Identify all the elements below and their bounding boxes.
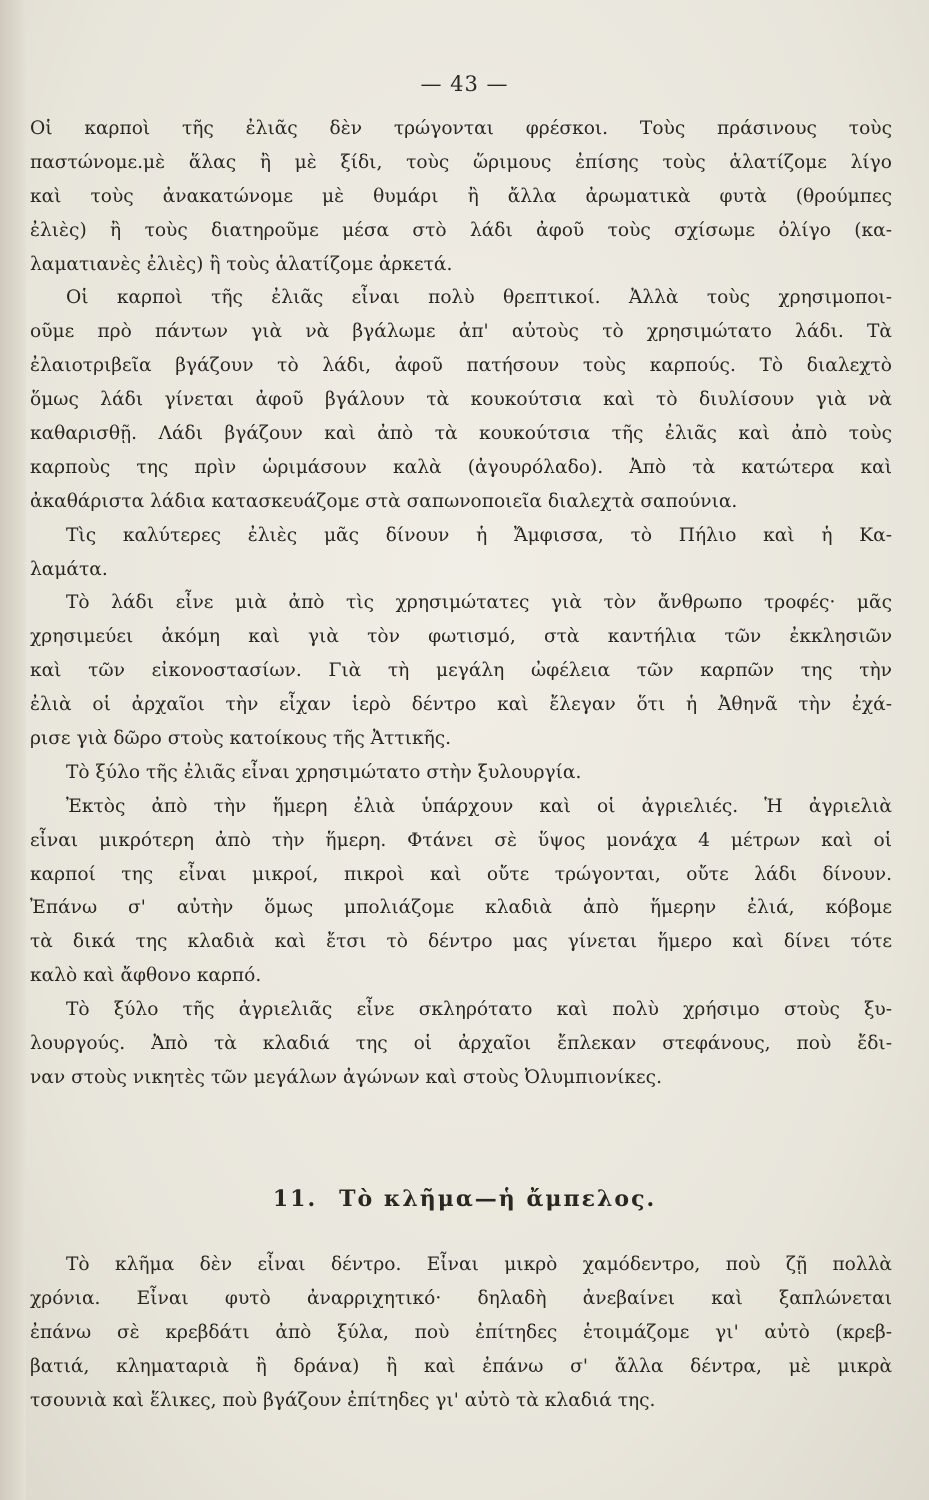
text-line: καλὸ καὶ ἄφθονο καρπό. <box>30 965 262 987</box>
page-number: — 43 — <box>420 72 509 96</box>
text-line: βατιά, κληματαριὰ ἢ δράνα) ἢ καὶ ἐπάνω σ' ἄλλα δέντρα, μὲ μικρὰ <box>30 1355 892 1377</box>
section-number: 11. <box>272 1186 318 1212</box>
page-left-edge <box>0 0 26 1500</box>
text-line: τὰ δικά της κλαδιὰ καὶ ἔτσι τὸ δέντρο μας γίνεται ἥμερο καὶ δίνει τότε <box>30 931 892 953</box>
text-line: ρισε γιὰ δῶρο στοὺς κατοίκους τῆς Ἀττικῆς. <box>30 728 452 750</box>
text-line: τσουνιὰ καὶ ἕλικες, ποὺ βγάζουν ἐπίτηδες γι' αὐτὸ τὰ κλαδιά της. <box>30 1389 656 1411</box>
text-line: ἐλιὲς) ἢ τοὺς διατηροῦμε μέσα στὸ λάδι ἀφοῦ τοὺς σχίσωμε ὀλίγο (κα- <box>30 219 892 241</box>
text-line: παστώνομε.μὲ ἅλας ἢ μὲ ξίδι, τοὺς ὥριμους ἐπίσης τοὺς ἁλατίζομε λίγο <box>30 151 892 173</box>
text-line: ἐλαιοτριβεῖα βγάζουν τὸ λάδι, ἀφοῦ πατήσουν τοὺς καρπούς. Τὸ διαλεχτὸ <box>30 355 892 377</box>
text-line: Τὸ λάδι εἶνε μιὰ ἀπὸ τὶς χρησιμώτατες γιὰ τὸν ἄνθρωπο τροφές· μᾶς <box>66 592 892 614</box>
text-line: Οἱ καρποὶ τῆς ἐλιᾶς εἶναι πολὺ θρεπτικοί. Ἀλλὰ τοὺς χρησιμοποι- <box>66 287 892 309</box>
text-line: λαματιανὲς ἐλιὲς) ἢ τοὺς ἁλατίζομε ἀρκετά. <box>30 253 453 275</box>
text-line: Ἐκτὸς ἀπὸ τὴν ἥμερη ἐλιὰ ὑπάρχουν καὶ οἱ ἀγριελιές. Ἡ ἀγριελιὰ <box>66 795 892 817</box>
text-line: Τὶς καλύτερες ἐλιὲς μᾶς δίνουν ἡ Ἄμφισσα, τὸ Πήλιο καὶ ἡ Κα- <box>66 524 892 546</box>
text-line: ἀκαθάριστα λάδια κατασκευάζομε στὰ σαπωνοποιεῖα διαλεχτὰ σαπούνια. <box>30 490 738 512</box>
section-heading <box>0 1186 929 1212</box>
text-line: Τὸ ξύλο τῆς ἀγριελιᾶς εἶνε σκληρότατο καὶ πολὺ χρήσιμο στοὺς ξυ- <box>66 999 892 1021</box>
text-line: ὅμως λάδι γίνεται ἀφοῦ βγάλουν τὰ κουκούτσια καὶ τὸ διυλίσουν γιὰ νὰ <box>30 389 892 411</box>
text-line: ἐπάνω σὲ κρεβδάτι ἀπὸ ξύλα, ποὺ ἐπίτηδες ἑτοιμάζομε γι' αὐτὸ (κρεβ- <box>30 1321 892 1343</box>
text-line: εἶναι μικρότερη ἀπὸ τὴν ἥμερη. Φτάνει σὲ ὕψος μονάχα 4 μέτρων καὶ οἱ <box>30 829 892 851</box>
text-line: ἐλιὰ οἱ ἀρχαῖοι τὴν εἶχαν ἱερὸ δέντρο καὶ ἔλεγαν ὅτι ἡ Ἀθηνᾶ τὴν ἐχά- <box>30 694 892 716</box>
text-block-olive <box>30 112 892 1095</box>
text-line: λουργούς. Ἀπὸ τὰ κλαδιά της οἱ ἀρχαῖοι ἔπλεκαν στεφάνους, ποὺ ἔδι- <box>30 1033 892 1055</box>
text-line: καρποί της εἶναι μικροί, πικροὶ καὶ οὔτε τρώγονται, οὔτε λάδι δίνουν. <box>30 863 892 885</box>
text-line: καὶ τοὺς ἀνακατώνομε μὲ θυμάρι ἢ ἄλλα ἀρωματικὰ φυτὰ (θρούμπες <box>30 185 892 207</box>
text-line: οῦμε πρὸ πάντων γιὰ νὰ βγάλωμε ἀπ' αὐτοὺς τὸ χρησιμώτατο λάδι. Τὰ <box>30 321 892 343</box>
text-line: λαμάτα. <box>30 558 108 580</box>
text-line: Οἱ καρποὶ τῆς ἐλιᾶς δὲν τρώγονται φρέσκοι. Τοὺς πράσινους τοὺς <box>30 118 892 139</box>
text-line: καρποὺς της πρὶν ὡριμάσουν καλὰ (ἀγουρόλαδο). Ἀπὸ τὰ κατώτερα καὶ <box>30 456 892 478</box>
text-line: χρησιμεύει ἀκόμη καὶ γιὰ τὸν φωτισμό, στὰ καντήλια τῶν ἐκκλησιῶν <box>30 626 892 648</box>
text-line: καθαρισθῇ. Λάδι βγάζουν καὶ ἀπὸ τὰ κουκούτσια τῆς ἐλιᾶς καὶ ἀπὸ τοὺς <box>30 423 892 445</box>
text-line: καὶ τῶν εἰκονοστασίων. Γιὰ τὴ μεγάλη ὠφέλεια τῶν καρπῶν της τὴν <box>30 660 892 682</box>
text-line: Τὸ κλῆμα δὲν εἶναι δέντρο. Εἶναι μικρὸ χαμόδεντρο, ποὺ ζῇ πολλὰ <box>66 1254 892 1275</box>
section-title: Τὸ κλῆμα—ἡ ἄμπελος. <box>339 1186 657 1212</box>
text-line: χρόνια. Εἶναι φυτὸ ἀναρριχητικό· δηλαδὴ ἀνεβαίνει καὶ ξαπλώνεται <box>30 1287 892 1309</box>
text-block-vine <box>30 1248 892 1417</box>
text-line: Τὸ ξύλο τῆς ἐλιᾶς εἶναι χρησιμώτατο στὴν ξυλουργία. <box>66 761 582 783</box>
text-line: ναν στοὺς νικητὲς τῶν μεγάλων ἀγώνων καὶ στοὺς Ὀλυμπιονίκες. <box>30 1066 663 1088</box>
text-line: Ἐπάνω σ' αὐτὴν ὅμως μπολιάζομε κλαδιὰ ἀπὸ ἥμερην ἐλιά, κόβομε <box>30 897 892 919</box>
